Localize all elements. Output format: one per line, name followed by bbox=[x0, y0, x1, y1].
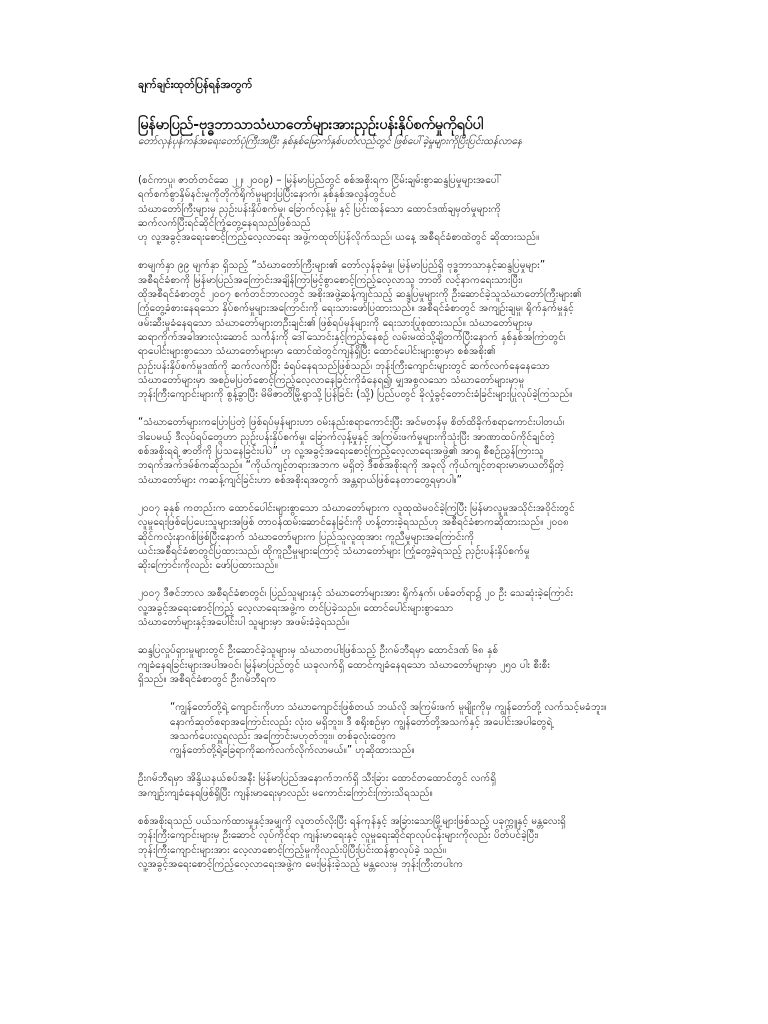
text-line: အသက်ပေးလှူရလည်း အကြောင်းမဟုတ်ဘူး။ တစ်ခုလုံးတွေက bbox=[170, 730, 397, 742]
text-line: “ကျွန်တော်တို့ရဲ့ ကျောင်းကိုဟာ သံဃာကျောင်းဖြစ်တယ် ဘယ်လို အကြမ်းဖက် မူမျိုးကိုမှ ကျွန်တော်တို့ လက်သင့်မခံဘူး။ bbox=[170, 702, 607, 714]
text-line: ညှဉ်းပန်းနှိပ်စက်မှုဒဏ်ကို ဆက်လက်ပြီး ခံရပ်နေရသည်ဖြစ်သည်၊ ဘုန်းကြီးကျောင်းများတွင် ဆက်လက်နေနေသော bbox=[138, 360, 550, 372]
text-line: ကြုံတွေ့ခံစားနေရသော နှိပ်စက်မှုများအကြောင်းကို ရေးသားဖော်ပြထားသည်။ အစီရင်ခံစာတွင် အကျဉ်းချမှု၊ ရိုက်နှက်မှုနှင့် bbox=[138, 303, 574, 315]
text-line: ဟု လူ့အခွင့်အရေးစောင့်ကြည့်လေ့လာရေး အဖွဲ့ကထုတ်ပြန်လိုက်သည်၊ ယနေ့ အစီရင်ခံစာထဲတွင် ဆိုထားသည်။ bbox=[138, 232, 540, 244]
paragraph bbox=[138, 416, 698, 487]
text-line: လူ့အခွင့်အရေးစောင့်ကြည့် လေ့လာရေးအဖွဲ့က တင်ပြခဲ့သည်။ ထောင်ပေါင်းများစွာသော bbox=[138, 602, 454, 614]
text-line: ကျွန်တော်တို့ရဲ့ခြေရာကိုဆက်လက်လိုက်လာမယ်။” ဟုဆိုထားသည်။ bbox=[170, 745, 415, 757]
text-line: စာမျက်နှာ ၉၉ မျက်နှာ ရှိသည့် “သံဃာတော်ကြီးများ၏ တော်လှန်ခုခံမှု၊ မြန်မာပြည်ရှိ ဗုဒ္ဓဘာသာနှင့်ဆန္ဒပြမှုများ” bbox=[138, 260, 546, 272]
text-line: ဆက်လက်ပြီးရင်ဆိုင်ကြုံတွေ့နေရသည်ဖြစ်သည် bbox=[138, 217, 311, 229]
paragraph bbox=[138, 174, 698, 245]
text-line: ယင်းအစီရင်ခံစာတွင်ပြထားသည်၊ ထိုကူညီမှုများကြောင့် သံဃာတော်များ ကြုံတွေ့ခဲ့ရသည့် ညှဉ်းပန်းနှိပ်စက်မှု bbox=[138, 545, 530, 557]
paragraph bbox=[138, 259, 698, 402]
paragraph bbox=[138, 644, 698, 687]
text-line: ဘုန်းကြီးကျောင်းများအား လေ့လာစောင့်ကြည့်မှုကိုလည်းပိုပြီးပြင်းထန်စွာလုပ်ခဲ့ သည်။ bbox=[138, 844, 447, 856]
text-line: သံဃာတော်များမှာ အစဉ်မပြတ်စောင့်ကြည့်လေ့လာနေခြင်းကိုခံနေရ၍၊ မျှအစွလသော သံဃာတော်များမှာမူ bbox=[138, 374, 525, 386]
text-line: သံဃာတော်ကြီးများမှ ညှဉ်းပန်းနှိပ်စက်မှု၊ ခြောက်လှန့်မှု နှင့် ပြင်းထန်သော ထောင်ဒဏ်ချမှတ်မှုများကို bbox=[138, 203, 501, 215]
headline: မြန်မာပြည်-ဗုဒ္ဓဘာသာသံဃာတော်များအားညှဉ်းပန်းနှိပ်စက်မှုကိုရပ်ပါ bbox=[138, 117, 484, 133]
text-line: ဆိုင်ကလုံးနာဂစ်ဖြစ်ပြီးနောက် သံဃာတော်များက ပြည်သူလူထုအား ကူညီမှုများအကြောင်းကို bbox=[138, 531, 475, 543]
text-line: ရှိသည်။ အစီရင်ခံစာတွင် ဦးဂမ်ဘီရက bbox=[138, 673, 277, 685]
text-line: ဘရက်အက်ဒမ်စ်ကဆိုသည်။ “ကိုယ်ကျင့်တရားအဘက မရှိတဲ့ ဒီစစ်အစိုးရကို အခုလို ကိုယ်ကျင့်တရားမာမာယတိရှိတဲ့ bbox=[138, 460, 565, 472]
text-line: ကျခံနေရခြင်းများအပါအဝင်၊ မြန်မာပြည်တွင် ယခုလက်ရှိ ထောင်ကျခံနေရသော သံဃာတော်များမှာ ၂၅၀ ပါး စီးစီး bbox=[138, 659, 550, 671]
text-line: လူမှုရေးဖြစ်ပြေပေးသူများအဖြစ် တာဝန်ထမ်းဆောင်နေခြင်းကို ဟန့်တားခဲ့ရသည်ဟု အစီရင်ခံစာကဆိုထားသည်။ ၂၀၀၈ bbox=[138, 517, 569, 529]
text-line: အစီရင်ခံစာကို မြန်မာပြည်အကြောင်းအချိန်ကြာမြင့်စွာစောင့်ကြည့်လေ့လာသူ ဘာတိ လင့်နာကရေးသားပြီး၊ bbox=[138, 274, 523, 286]
paragraph bbox=[138, 815, 698, 872]
text-line: စစ်အစိုးရရဲ့ ဇာတိကို ပြသနေခြင်းပါပဲ” ဟု လူ့အခွင့်အရေးစောင့်ကြည့်လေ့လာရေးအဖွဲ့၏ အာရှ စီစဉ်ညွှန်ကြားသူ bbox=[138, 446, 545, 458]
subtitle: တော်လှန်ပုန်ကန်အရေးတော်ပုံကြီးအပြီး နှစ်နှစ်မြောက်နှစ်ပတ်လည်တွင် ဖြစ်ပေါ်ခဲ့မှုများကိုပြီးပြင်းထန်လာနေ bbox=[138, 136, 523, 147]
text-line: လူ့အခွင့်အရေးစောင့်ကြည့်လေ့လာရေးအဖွဲ့က မေးမြန်းခဲ့သည့် မန္တလေးမှ ဘုန်းကြီးတပါးက bbox=[138, 858, 464, 870]
text-line: ထိုအစီရင်ခံစာတွင် ၂၀၀၇ စက်တင်ဘာလတွင် အစိုးအဖွဲ့ဆန့်ကျင်သည့် ဆန္ဒပြမှုများကို ဦးဆောင်ခဲ့သူသံဃာတော်ကြီးများ၏ bbox=[138, 289, 582, 301]
text-line: နောက်ဆုတ်စရာအကြောင်းလည်း လုံးဝ မရှိဘူး။ ဒီ စရိုးစဉ်မှာ ကျွန်တော်တို့အသက်နှင့် အပေါင်းအပါတွေရဲ့ bbox=[170, 716, 553, 728]
text-line: သံဃာတော်များနှင့်အပေါင်းပါ သူများမှာ အဖမ်းခံခဲ့ရသည်။ bbox=[138, 617, 350, 629]
text-line: (စင်ကာပူ၊ ဇာတ်တင်ဆေ ၂၂၊ ၂၀၀၉) – မြန်မာပြည်တွင် စစ်အစိုးရက ငြိမ်းချမ်းစွာဆန္ဒပြမှုများအပေါ် bbox=[138, 175, 502, 186]
text-line: ဘုန်းကြီးကျောင်းများကို စွန့်ခွာပြီး မိမိဇာတိမြို့ရွာသို့ပြန်ခြင်း (သို့) ပြည်ပတွင် ခိုလှုံခွင့်တောင်းခံခြင်းများပြုလုပ်ခဲ့ကြသည်။ bbox=[138, 389, 573, 401]
release-note: ချက်ချင်းထုတ်ပြန်ရန်အတွက် bbox=[138, 78, 253, 91]
quote-paragraph bbox=[138, 701, 698, 758]
text-line: ၂၀၀၇ ခုနှစ် ကတည်းက ထောင်ပေါင်းများစွာသော သံဃာတော်များက လူထုထဲမဝင်ခဲ့ကြပြီး မြန်မာလူမှုအသိုင်းအဝိုင်းတွင် bbox=[138, 502, 575, 514]
text-line: ဆရာကိုက်အခါအားလုံးဆောင် သင်္ကန်းကို ဒေါ်သောင်းနှင့်ကြည့်နေစဉ် လမ်းမထဲသို့ချိတက်ပြီးနောက် နှစ်နှစ်အကြာတွင်၊ bbox=[138, 331, 566, 343]
text-line: ဒါပေမယ့် ဒီလုပ်ရပ်တွေဟာ ညှဉ်းပန်းနှိပ်စက်မှု၊ ခြောက်လှန့်မှုနှင့် အကြမ်းဖက်မှုများကိုသုံးပြီး အာဏာထပ်ကိုင်ချင်တဲ့ bbox=[138, 431, 556, 443]
text-line: ဦးဂမ်ဘီရမှာ အိန္ဒိယနယ်စပ်အနီး မြန်မာပြည်အနောက်ဘက်ရှိ သီးခြား ထောင်တထောင်တွင် လက်ရှိ bbox=[138, 773, 497, 785]
article-body bbox=[138, 174, 698, 872]
paragraph bbox=[138, 772, 698, 801]
text-line: သံဃာတော်များ ကဆန့်ကျင်ခြင်းဟာ စစ်အစိုးရအတွက် အန္တရာယ်ဖြစ်နေတာတွေ့ရမှာပါ။” bbox=[138, 474, 462, 486]
text-line: စစ်အစိုးရသည် ပယ်သက်ထားမှုနှင့်အမျှကို လူတတ်လိုးပြီး ရန်ကုန်နှင့် အခြားသောမြို့များဖြစ်သည့် ပခုက္ကူနှင့် မန္တလေးရှိ bbox=[138, 815, 567, 827]
text-line: ၂၀၀၇ ဒီဇင်ဘာလ အစီရင်ခံစာတွင်၊ ပြည်သူများနှင့် သံဃာတော်များအား ရိုက်နှက်၊ ပစ်ခတ်ရာ၌ ၂၀ ဦး သေဆုံးခဲ့ကြောင်း bbox=[138, 588, 574, 600]
text-line: ရာပေါင်းများစွာသော သံဃာတော်များမှာ ထောင်ထဲတွင်ကျန်ရှိပြီး ထောင်ပေါင်းများစွာမှာ စစ်အစိုး၏ bbox=[138, 346, 496, 358]
text-line: ဖမ်းဆီးမှုခံနေရသော သံဃာတော်များတဦးချင်း၏ ဖြစ်ရပ်မှန်များကို ရေးသားပြုစုထားသည်။ သံဃာတော်များမှ bbox=[138, 317, 533, 329]
text-line: ဆိုးကြောင်းကိုလည်း ဖော်ပြထားသည်။ bbox=[138, 560, 278, 572]
paragraph bbox=[138, 587, 698, 630]
text-line: ရက်စက်စွာနှိမ်နင်းမှုကိုတိုက်ရိုက်မှုများပြပြီးနောက်၊ နှစ်နှစ်အလွန်တွင်ပင် bbox=[138, 189, 397, 201]
text-line: “သံဃာတော်များကပြောပြတဲ့ ဖြစ်ရပ်မှန်များဟာ ဝမ်းနည်းစရာကောင်းပြီး အင်မတန်မှ စိတ်ထိခိုက်စရာကောင်းပါတယ်၊ bbox=[138, 417, 565, 429]
text-line: ဘုန်းကြီးကျောင်းများမှ ဦးဆောင် လုပ်ကိုင်ရာ ကျန်းမာရေးနှင့် လူမှုရေးဆိုင်ရာလုပ်ငန်းများကိုလည်း ပိတ်ပင်ခဲ့ပြီး၊ bbox=[138, 830, 539, 842]
paragraph bbox=[138, 502, 698, 573]
text-line: ဆန္ဒပြလှုပ်ရှားမှုများတွင် ဦးဆောင်ခဲ့သူများမှ သံဃာတပါးဖြစ်သည့် ဦးဂမ်ဘီရမှာ ထောင်ဒဏ် ၆၈ နှစ် bbox=[138, 645, 499, 657]
text-line: အကျဉ်းကျခံနေရဖြစ်ရှိပြီး ကျန်းမာရေးမှာလည်း မကောင်းကြောင်းကြားသိရသည်။ bbox=[138, 787, 433, 799]
